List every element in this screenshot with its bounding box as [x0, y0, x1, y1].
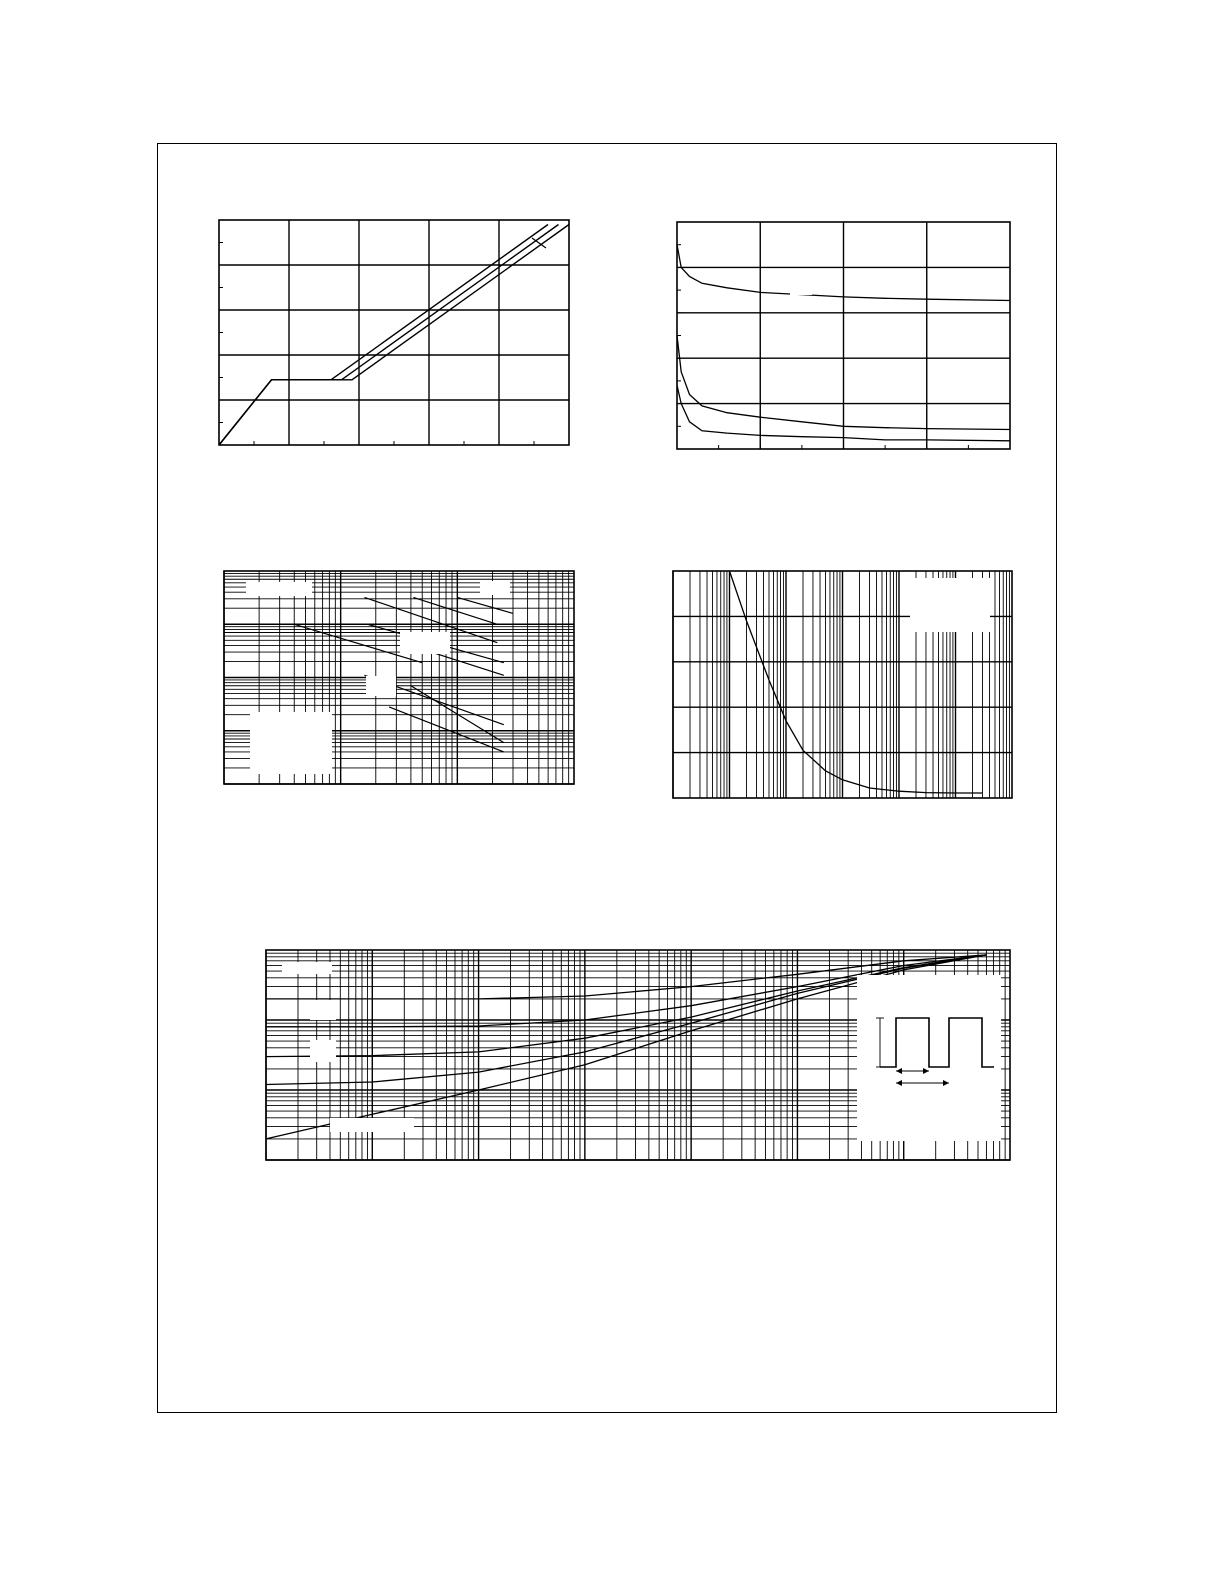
chart-safe-operating-area [224, 571, 574, 784]
label-box [480, 581, 510, 595]
label-gap [700, 410, 714, 420]
label-box [310, 1040, 336, 1062]
label-box [366, 676, 396, 696]
chart-transient-thermal-response [266, 950, 1010, 1160]
chart-single-pulse-power [673, 571, 1012, 798]
label-box [330, 1118, 414, 1132]
label-box [400, 632, 450, 654]
legend-box [250, 712, 332, 774]
label-box [282, 962, 332, 974]
series-line-limit-2 [413, 597, 497, 624]
label-gap [790, 287, 812, 295]
series-line-curve-2 [219, 225, 559, 446]
legend-box [910, 578, 990, 632]
label-box [246, 582, 312, 596]
series-line-limit-3 [457, 597, 513, 613]
chart-capacitance [677, 222, 1010, 449]
label-box [310, 1000, 336, 1020]
chart-gate-charge [219, 220, 569, 445]
